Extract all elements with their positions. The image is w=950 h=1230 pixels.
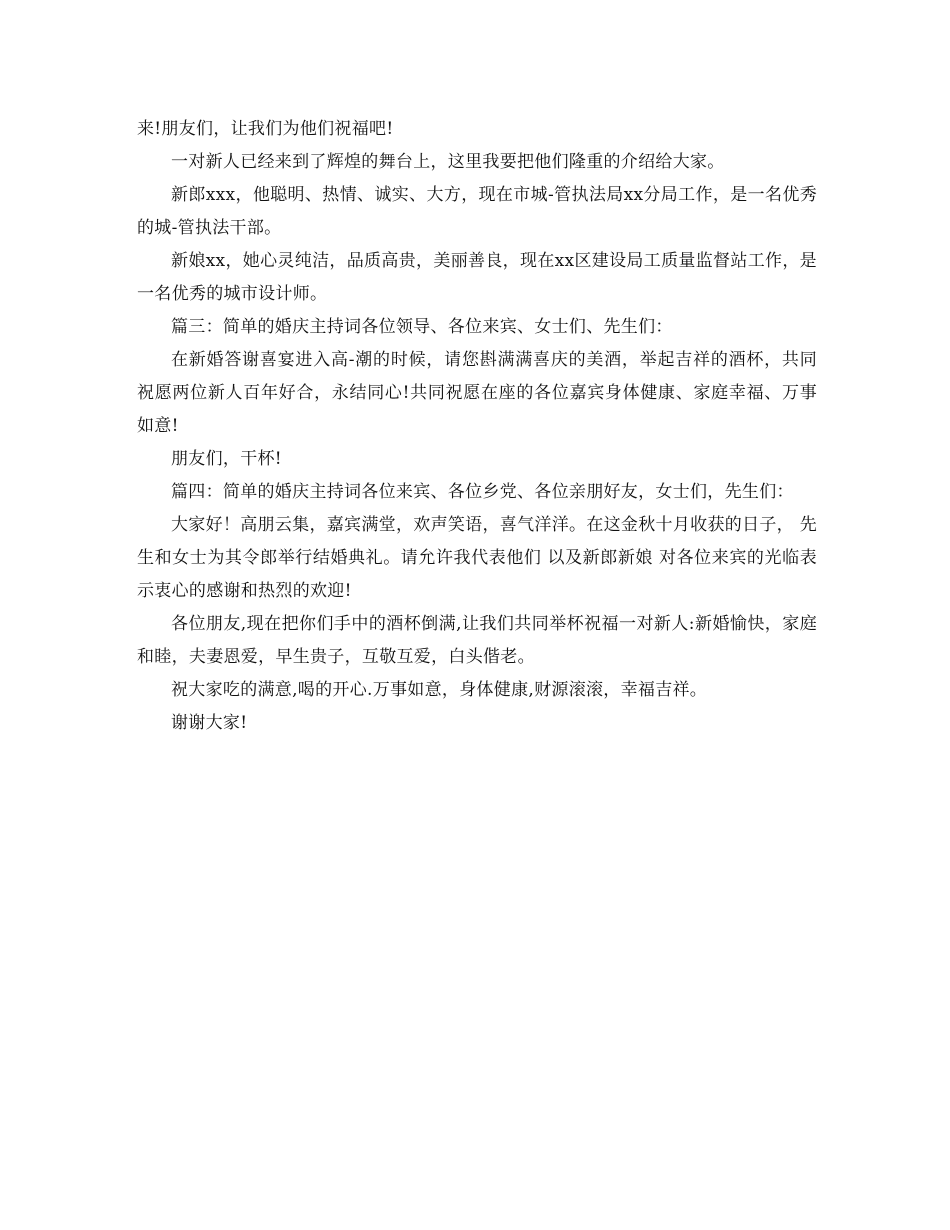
document-body bbox=[137, 113, 817, 740]
paragraph-cheers: 朋友们，干杯! bbox=[171, 449, 282, 469]
paragraph-bride: 新娘xx，她心灵纯洁，品质高贵，美丽善良，现在xx区建设局工质量监督站工作，是一名优秀的城市设计师。 bbox=[137, 251, 817, 304]
paragraph-groom: 新郎xxx，他聪明、热情、诚实、大方，现在市城-管执法局xx分局工作，是一名优秀的城-管执法干部。 bbox=[137, 185, 817, 238]
paragraph-section-four-heading: 篇四：简单的婚庆主持词各位来宾、各位乡党、各位亲朋好友，女士们，先生们： bbox=[171, 482, 794, 502]
paragraph-toast: 在新婚答谢喜宴进入高-潮的时候，请您斟满满喜庆的美酒，举起吉祥的酒杯，共同祝愿两位新人百年好合，永结同心!共同祝愿在座的各位嘉宾身体健康、家庭幸福、万事如意! bbox=[137, 350, 817, 436]
paragraph-introduction: 一对新人已经来到了辉煌的舞台上，这里我要把他们隆重的介绍给大家。 bbox=[171, 152, 725, 172]
paragraph-section-three-heading: 篇三：简单的婚庆主持词各位领导、各位来宾、女士们、先生们： bbox=[171, 317, 673, 337]
paragraph-blessing: 各位朋友,现在把你们手中的酒杯倒满,让我们共同举杯祝福一对新人:新婚愉快，家庭和睦，夫妻恩爱，早生贵子，互敬互爱，白头偕老。 bbox=[137, 614, 817, 667]
paragraph-thanks: 谢谢大家! bbox=[171, 713, 248, 733]
paragraph-welcome: 大家好！高朋云集，嘉宾满堂，欢声笑语，喜气洋洋。在这金秋十月收获的日子， 先生和女士为其令郎举行结婚典礼。请允许我代表他们 以及新郎新娘 对各位来宾的光临表示衷心的感谢和热烈的欢迎! bbox=[137, 515, 817, 601]
paragraph-wishes: 祝大家吃的满意,喝的开心.万事如意，身体健康,财源滚滚，幸福吉祥。 bbox=[171, 680, 708, 700]
paragraph-continuation: 来!朋友们，让我们为他们祝福吧! bbox=[137, 119, 394, 139]
